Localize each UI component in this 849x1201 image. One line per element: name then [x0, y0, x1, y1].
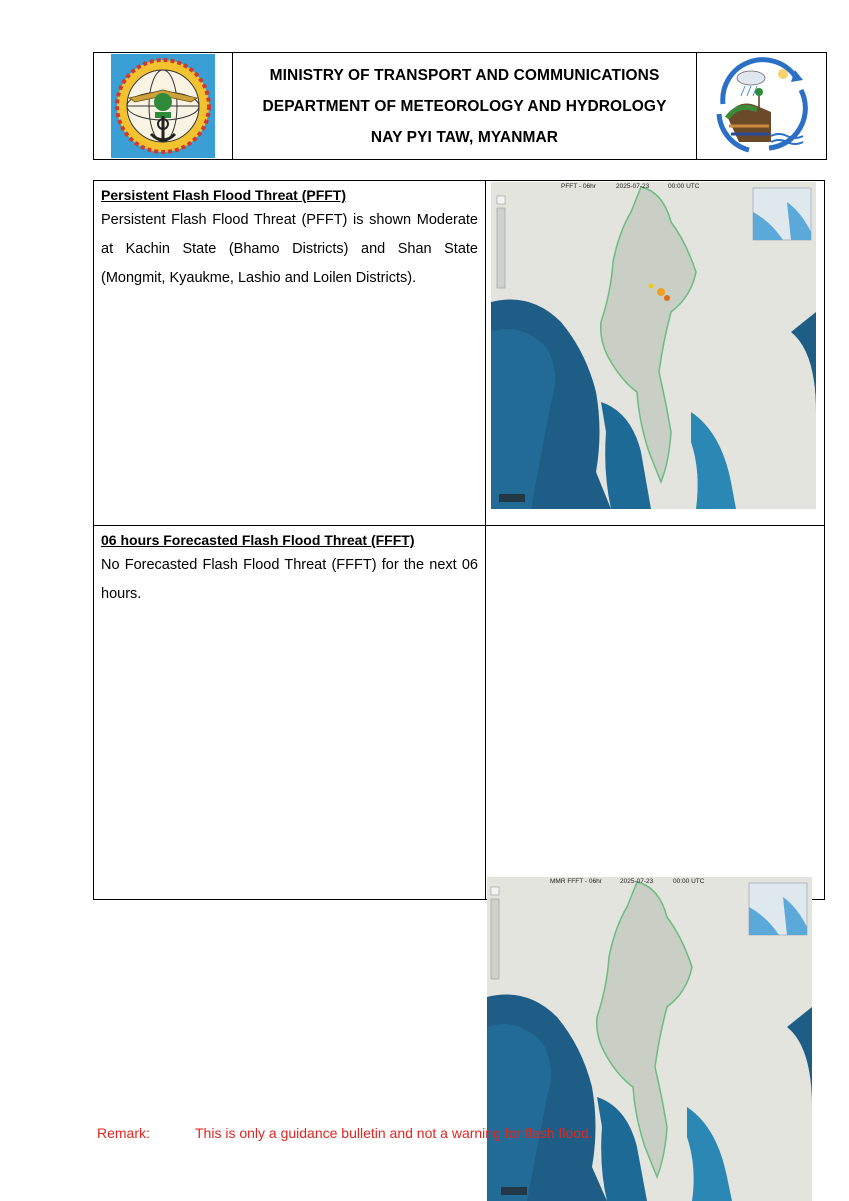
- dmh-logo-cell: [697, 53, 826, 159]
- column-divider: [485, 526, 486, 899]
- pfft-map-title: PFFT - 06hr: [561, 183, 596, 190]
- ffft-map-title: MMR FFFT - 06hr: [550, 878, 602, 885]
- ffft-row: [94, 526, 824, 899]
- ffft-map-date: 2025-07-23: [620, 878, 654, 885]
- pfft-row: [94, 181, 824, 526]
- ffft-map-time: 00:00 UTC: [673, 878, 705, 885]
- pfft-map: [491, 182, 816, 509]
- ministry-logo-cell: [94, 53, 233, 159]
- column-divider: [485, 181, 486, 525]
- ffft-map-graphic: [487, 877, 812, 1201]
- ffft-heading: 06 hours Forecasted Flash Flood Threat (FFFT): [101, 532, 415, 548]
- header-title-block: [233, 53, 697, 159]
- pfft-description: Persistent Flash Flood Threat (PFFT) is shown Moderate at Kachin State (Bhamo Districts) and Shan State (Mongmit, Kyaukme, Lashio and Loilen Districts).: [101, 212, 478, 286]
- header-department: DEPARTMENT OF METEOROLOGY AND HYDROLOGY: [262, 97, 667, 115]
- remark-label: Remark:: [97, 1125, 150, 1141]
- pfft-map-time: 00:00 UTC: [668, 183, 700, 190]
- hydrology-cycle-icon: [709, 56, 815, 156]
- pfft-text-cell: [101, 184, 478, 293]
- pfft-map-graphic: [491, 182, 816, 509]
- bulletin-header: [93, 52, 827, 160]
- pfft-map-date: 2025-07-23: [616, 183, 650, 190]
- header-location: NAY PYI TAW, MYANMAR: [370, 128, 559, 146]
- pfft-heading: Persistent Flash Flood Threat (PFFT): [101, 187, 347, 203]
- remark-text: This is only a guidance bulletin and not a warning for flash flood.: [195, 1125, 593, 1141]
- ffft-description: No Forecasted Flash Flood Threat (FFFT) for the next 06 hours.: [101, 557, 478, 602]
- ffft-map: [487, 877, 812, 1201]
- ministry-emblem-icon: [111, 54, 215, 158]
- bulletin-table: [93, 180, 825, 900]
- header-ministry: MINISTRY OF TRANSPORT AND COMMUNICATIONS: [269, 66, 660, 84]
- ffft-text-cell: [101, 529, 478, 609]
